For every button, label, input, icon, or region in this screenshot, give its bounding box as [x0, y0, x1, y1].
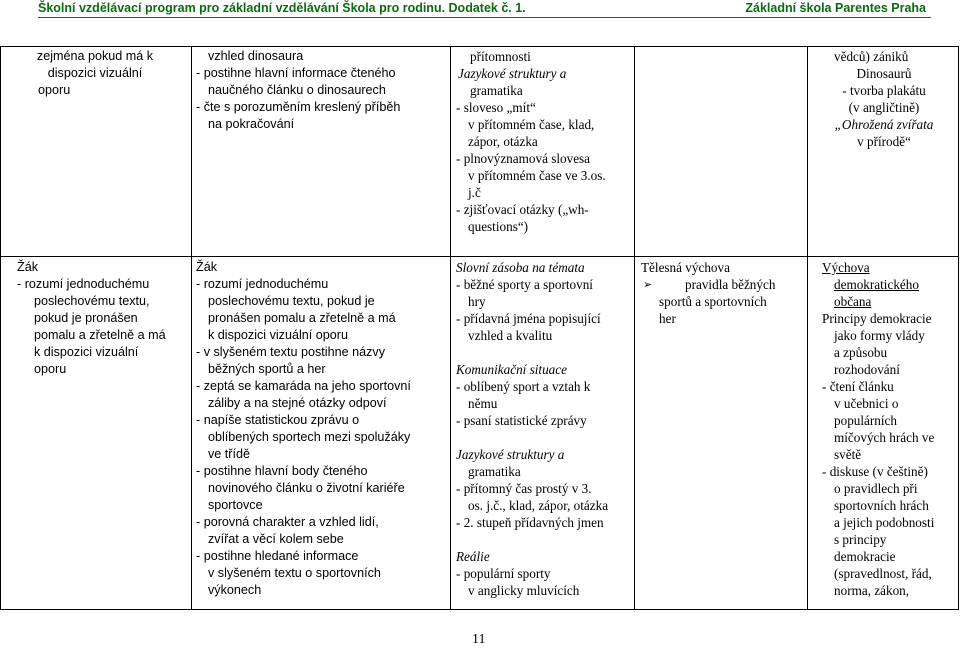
text-line: zejména pokud má k — [36, 49, 154, 63]
text-line: - tvorba plakátu — [842, 83, 926, 98]
text-line: vzhled a kvalitu — [468, 328, 553, 343]
text-line: rozhodování — [834, 362, 900, 377]
text-line: - zjišťovací otázky („wh- — [456, 202, 589, 217]
table-divider-1 — [191, 46, 192, 610]
col1-bottom — [17, 259, 166, 378]
text-line: v anglicky mluvících — [468, 583, 580, 598]
text-line: her — [659, 311, 676, 326]
text-line: pravidla běžných — [685, 277, 776, 292]
text-line: němu — [468, 396, 498, 411]
text-line: - diskuse (v češtině) — [822, 464, 928, 479]
text-line: oporu — [34, 362, 67, 376]
section-heading: Jazykové struktury a — [456, 447, 565, 462]
text-line: sportovních hrách — [834, 498, 929, 513]
text-line: s principy — [834, 532, 887, 547]
text-line: - přítomný čas prostý v 3. — [456, 481, 592, 496]
text-line: pokud je pronášen — [34, 311, 138, 325]
text-line: - běžné sporty a sportovní — [456, 277, 593, 292]
text-line: k dispozici vizuální — [34, 345, 139, 359]
text-line: „Ohrožená zvířata — [834, 117, 934, 132]
arrow-bullet-icon: ➢ — [643, 278, 653, 291]
text-line: - přídavná jména popisující — [456, 311, 601, 326]
text-line: Principy demokracie — [822, 311, 932, 326]
section-heading: Reálie — [456, 549, 490, 564]
text-line: - napíše statistickou zprávu o — [196, 413, 360, 427]
text-line: sportovce — [208, 498, 263, 512]
text-line: questions“) — [468, 219, 529, 234]
text-line: os. j.č., klad, zápor, otázka — [468, 498, 609, 513]
section-heading: gramatika — [468, 464, 521, 479]
text-line: v slyšeném textu o sportovních — [208, 566, 381, 580]
text-line: - psaní statistické zprávy — [456, 413, 587, 428]
text-line: populárních — [834, 413, 897, 428]
text-line: (spravedlnost, řád, — [834, 566, 932, 581]
subject-heading: občana — [834, 294, 872, 309]
col4 — [641, 259, 775, 327]
text-line: pronášen pomalu a zřetelně a má — [208, 311, 396, 325]
text-line: - oblíbený sport a vztah k — [456, 379, 591, 394]
header-school-program: Školní vzdělávací program pro základní vzdělávání Škola pro rodinu. Dodatek č. 1. — [38, 1, 526, 15]
table-border-right — [958, 46, 959, 610]
text-line: zvířat a věcí kolem sebe — [208, 532, 344, 546]
text-line: - zeptá se kamaráda na jeho sportovní — [196, 379, 411, 393]
section-heading: Komunikační situace — [456, 362, 567, 377]
col2-bottom — [196, 259, 411, 599]
text-line: - v slyšeném textu postihne názvy — [196, 345, 385, 359]
text-line: - postihne hlavní body čteného — [196, 464, 368, 478]
subject-heading: Tělesná výchova — [641, 260, 730, 275]
text-line: míčových hrách ve — [834, 430, 935, 445]
section-heading: gramatika — [470, 83, 523, 98]
text-line: - 2. stupeň přídavných jmen — [456, 515, 604, 530]
text-line: naučného článku o dinosaurech — [208, 83, 386, 97]
col5-top — [812, 48, 956, 150]
text-line: záliby a na stejné otázky odpoví — [208, 396, 387, 410]
col3 — [456, 48, 606, 235]
text-line: světě — [834, 447, 862, 462]
text-line: a jejich podobnosti — [834, 515, 935, 530]
text-line: o pravidlech při — [834, 481, 918, 496]
text-line: demokracie — [834, 549, 896, 564]
text-line: - rozumí jednoduchému — [196, 277, 329, 291]
text-line: přítomnosti — [470, 49, 531, 64]
text-line: (v angličtině) — [848, 100, 920, 115]
text-line: Žák — [196, 260, 217, 274]
text-line: Žák — [17, 260, 38, 274]
text-line: ve třídě — [208, 447, 250, 461]
col1-top — [10, 48, 180, 99]
text-line: - postihne hledané informace — [196, 549, 359, 563]
text-line: dispozici vizuální — [47, 66, 143, 80]
table-divider-3 — [634, 46, 635, 610]
text-line: k dispozici vizuální oporu — [208, 328, 349, 342]
table-divider-2 — [450, 46, 451, 610]
text-line: - rozumí jednoduchému — [17, 277, 150, 291]
text-line: pomalu a zřetelně a má — [34, 328, 166, 342]
section-heading: Slovní zásoba na témata — [456, 260, 585, 275]
text-line: vzhled dinosaura — [208, 49, 304, 63]
col3-bottom — [456, 259, 608, 599]
col5-bottom — [812, 259, 956, 599]
text-line: oblíbených sportech mezi spolužáky — [208, 430, 411, 444]
text-line: - plnovýznamová slovesa — [456, 151, 591, 166]
text-line: na pokračování — [208, 117, 295, 131]
table-border-top — [0, 46, 959, 47]
col2-top — [196, 48, 400, 133]
text-line: - porovná charakter a vzhled lidí, — [196, 515, 379, 529]
text-line: sportů a sportovních — [659, 294, 767, 309]
subject-heading: demokratického — [834, 277, 919, 292]
text-line: - postihne hlavní informace čteného — [196, 66, 396, 80]
section-heading: Jazykové struktury a — [458, 66, 567, 81]
text-line: hry — [468, 294, 486, 309]
table-row-divider — [0, 256, 959, 257]
text-line: vědců) zániků — [834, 49, 909, 64]
text-line: Dinosaurů — [856, 66, 912, 81]
page-number: 11 — [472, 632, 486, 647]
bullet-row — [641, 276, 775, 293]
text-line: novinového článku o životní kariéře — [208, 481, 405, 495]
subject-heading: Výchova — [822, 260, 870, 275]
text-line: a způsobu — [834, 345, 888, 360]
text-line: běžných sportů a her — [208, 362, 326, 376]
text-line: j.č — [468, 185, 481, 200]
table-border-bottom — [0, 609, 959, 610]
text-line: v přítomném čase, klad, — [468, 117, 595, 132]
text-line: poslechovému textu, pokud je — [208, 294, 375, 308]
header-school-name: Základní škola Parentes Praha — [745, 1, 926, 15]
text-line: - sloveso „mít“ — [456, 100, 536, 115]
text-line: v přírodě“ — [857, 134, 911, 149]
text-line: poslechovému textu, — [34, 294, 150, 308]
text-line: - populární sporty — [456, 566, 551, 581]
text-line: oporu — [38, 83, 71, 97]
text-line: zápor, otázka — [468, 134, 538, 149]
text-line: - čte s porozuměním kreslený příběh — [196, 100, 401, 114]
text-line: - čtení článku — [822, 379, 894, 394]
text-line: jako formy vlády — [834, 328, 925, 343]
text-line: výkonech — [208, 583, 262, 597]
text-line: norma, zákon, — [834, 583, 910, 598]
text-line: v učebnici o — [834, 396, 899, 411]
table-border-left — [0, 46, 1, 610]
text-line: v přítomném čase ve 3.os. — [468, 168, 606, 183]
table-divider-4 — [807, 46, 808, 610]
